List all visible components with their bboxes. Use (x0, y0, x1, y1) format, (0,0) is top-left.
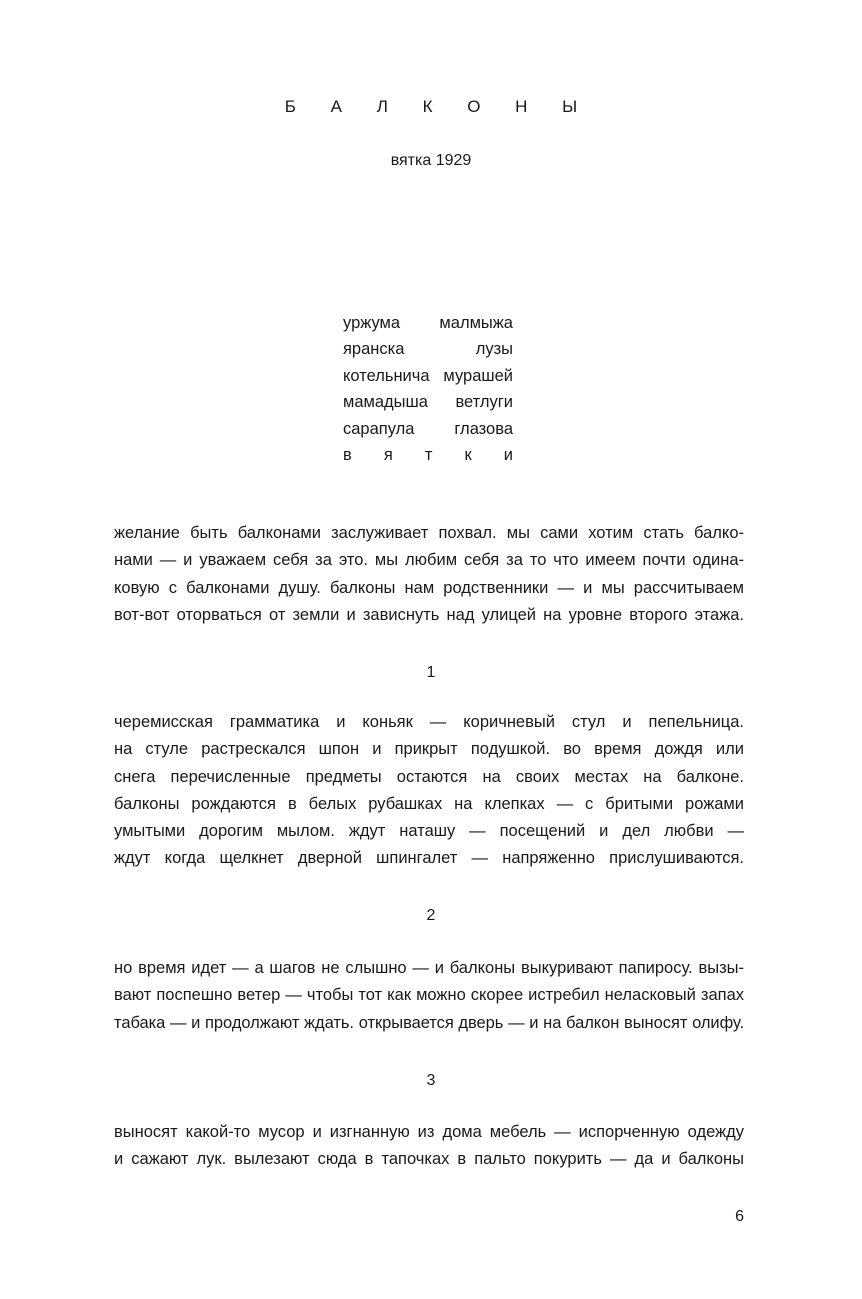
paragraph-line: ждут когда щелкнет дверной шпингалет — напряженно прислушиваются. (114, 849, 744, 868)
intro-paragraph (114, 520, 744, 629)
paragraph-line: снега перечисленные предметы остаются на своих местах на балконе. (114, 767, 744, 786)
page-number: 6 (735, 1208, 744, 1225)
town-word: мамадыша (343, 393, 428, 412)
town-word: ветлуги (455, 393, 513, 412)
paragraph-line: на стуле растрескался шпон и прикрыт подушкой. во время дождя или (114, 740, 744, 759)
towns-row (343, 363, 513, 389)
section-1-paragraph (114, 709, 744, 873)
town-word: яранска (343, 340, 405, 359)
section-number: 3 (426, 1072, 436, 1089)
paragraph-line: желание быть балконами заслуживает похвал. мы сами хотим стать балко- (114, 524, 744, 542)
town-letter: в (343, 445, 352, 464)
town-letter: к (464, 445, 472, 464)
paragraph-line: вот-вот оторваться от земли и зависнуть над улицей на уровне второго этажа. (114, 605, 744, 624)
town-word: лузы (475, 340, 513, 359)
paragraph-line: табака — и продолжают ждать. открывается дверь — и на балкон выносят олифу. (114, 1013, 744, 1032)
town-word: глазова (454, 419, 513, 438)
paragraph-line: черемисская грамматика и коньяк — коричневый стул и пепельница. (114, 713, 744, 731)
section-3-paragraph (114, 1119, 744, 1174)
paragraph-line: но время идет — а шагов не слышно — и балконы выкуривают папиросу. вызы- (114, 959, 744, 977)
town-word: котельнича (343, 366, 430, 385)
town-word: мурашей (443, 366, 513, 385)
town-letter: и (503, 445, 513, 464)
paragraph-line: вают поспешно ветер — чтобы тот как можно скорее истребил неласковый запах (114, 986, 744, 1005)
town-word: уржума (343, 314, 401, 332)
town-letter: т (424, 445, 433, 464)
section-2-paragraph (114, 955, 744, 1037)
paragraph-line: выносят какой-то мусор и изгнанную из дома мебель — испорченную одежду (114, 1123, 744, 1141)
town-letter: я (383, 445, 393, 464)
towns-row-spaced-letters (343, 442, 513, 468)
paragraph-line: и сажают лук. вылезают сюда в тапочках в пальто покурить — да и балконы (114, 1150, 744, 1169)
towns-row (343, 389, 513, 415)
paragraph-line: ковую с балконами душу. балконы нам родственники — и мы рассчитываем (114, 578, 744, 597)
chapter-title: Б А Л К О Н Ы (284, 97, 593, 116)
paragraph-line: умытыми дорогим мылом. ждут наташу — посещений и дел любви — (114, 822, 744, 841)
town-word: малмыжа (439, 314, 513, 332)
town-word: сарапула (343, 419, 415, 438)
chapter-subtitle: вятка 1929 (390, 152, 472, 169)
section-number: 2 (426, 907, 436, 924)
paragraph-line: балконы рождаются в белых рубашках на клепках — с бритыми рожами (114, 794, 744, 813)
section-number: 1 (426, 664, 436, 681)
towns-row (343, 310, 513, 336)
towns-row (343, 416, 513, 442)
towns-poem (343, 310, 513, 468)
towns-row (343, 336, 513, 362)
paragraph-line: нами — и уважаем себя за это. мы любим себя за то что имеем почти одина- (114, 551, 744, 570)
